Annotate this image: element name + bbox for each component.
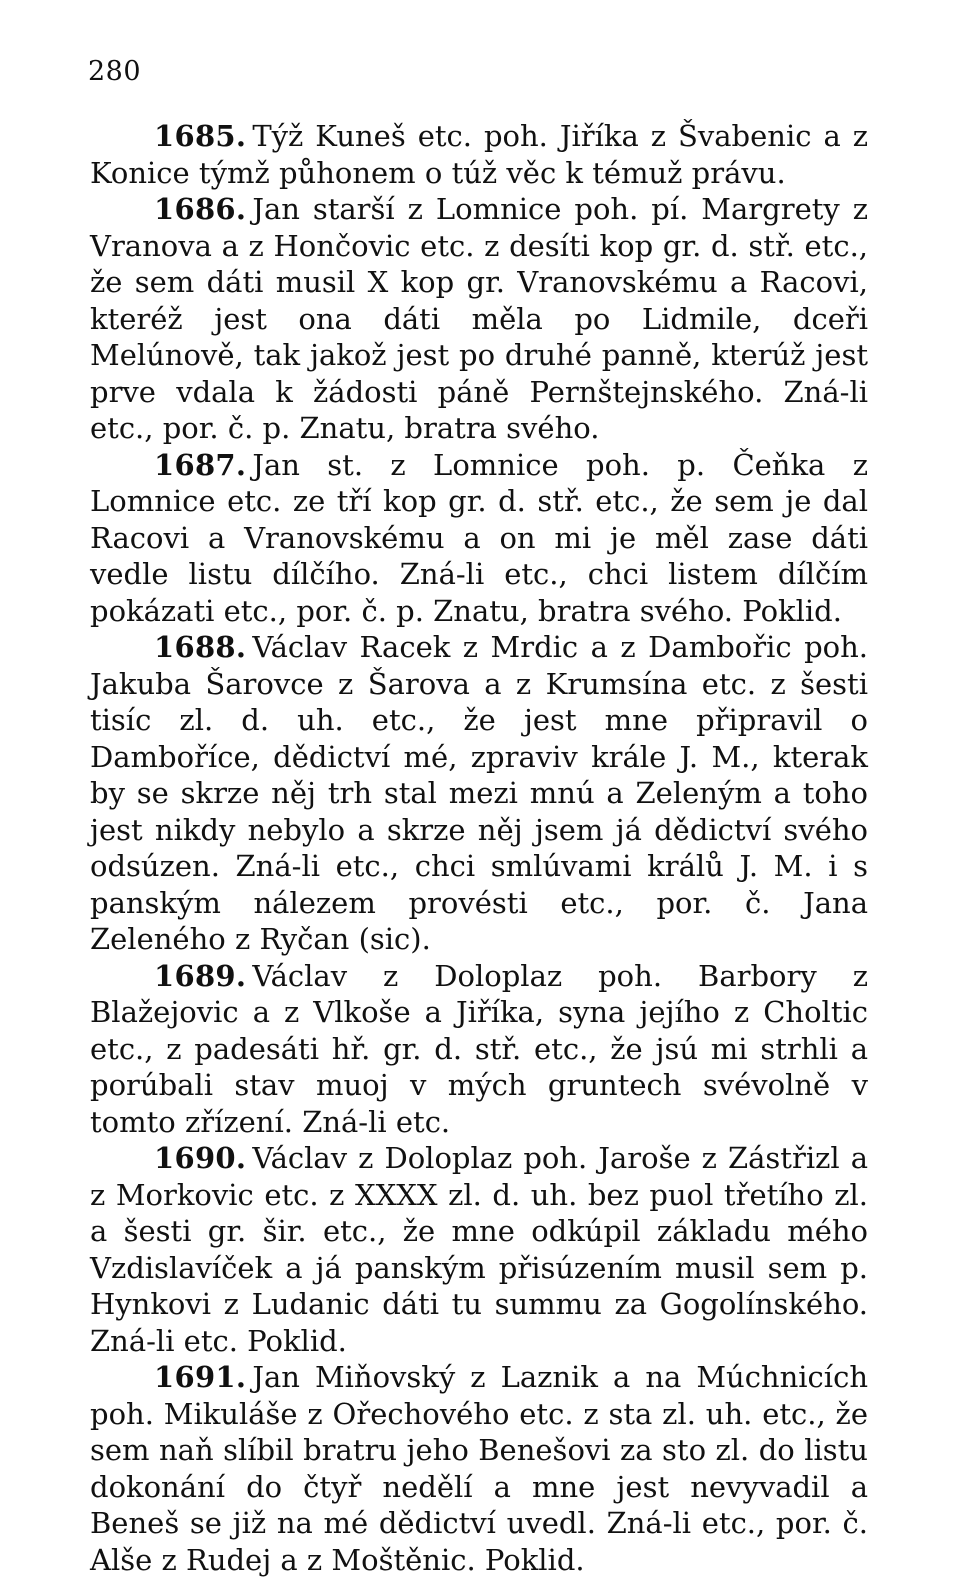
entry-number: 1691.: [154, 1360, 247, 1394]
entry-text: Václav z Doloplaz poh. Jaroše z Zástřizl a z Morkovic etc. z XXXX zl. d. uh. bez puol třetího zl. a šesti gr. šir. etc., že mne odkúpil základu mého Vzdislavíček a já panským přisúzením musil sem p. Hynkovi z Ludanic dáti tu summu za Gogolínského. Zná-li etc. Poklid.: [90, 1141, 868, 1358]
entry-number: 1689.: [154, 958, 247, 993]
entry-text: Jan Miňovský z Laznik a na Múchnicích poh. Mikuláše z Ořechového etc. z sta zl. uh. etc., že sem naň slíbil bratru jeho Benešovi za sto zl. do listu dokonání do čtyř nedělí a mne jest nevyvadil a Beneš se již na mé dědictví uvedl. Zná-li etc., por. č. Alše z Rudej a z Moštěnic. Poklid.: [90, 1360, 868, 1577]
entry-1690: [90, 1140, 868, 1359]
entry-number: 1687.: [154, 447, 247, 482]
entry-number: 1686.: [154, 192, 247, 226]
entry-1688: [90, 629, 868, 958]
entry-1685: [90, 118, 868, 191]
entry-number: 1690.: [154, 1141, 247, 1175]
entry-text: Jan starší z Lomnice poh. pí. Margrety z Vranova a z Hončovic etc. z desíti kop gr. d. stř. etc., že sem dáti musil X kop gr. Vranovskému a Racovi, kteréž jest ona dáti měla po Lidmile, dceři Melúnově, tak jakož jest po druhé panně, kterúž jest prve vdala k žádosti páně Pernštejnského. Zná-li etc., por. č. p. Znatu, bratra svého.: [90, 192, 868, 445]
entry-number: 1688.: [154, 630, 247, 664]
entry-1691: [90, 1359, 868, 1578]
entry-text: Týž Kuneš etc. poh. Jiříka z Švabenic a z Konice týmž půhonem o túž věc k témuž právu.: [90, 119, 868, 190]
entry-1687: [90, 447, 868, 630]
entry-text: Václav Racek z Mrdic a z Dambořic poh. Jakuba Šarovce z Šarova a z Krumsína etc. z šesti tisíc zl. d. uh. etc., že jest mne připravil o Damboříce, dědictví mé, zpraviv krále J. M., kterak by se skrze něj trh stal mezi mnú a Zeleným a toho jest nikdy nebylo a skrze něj jsem já dědictví svého odsúzen. Zná-li etc., chci smlúvami králů J. M. i s panským nálezem provésti etc., por. č. Jana Zeleného z Ryčan (sic).: [90, 630, 868, 956]
entry-1689: [90, 958, 868, 1141]
page-number: 280: [88, 56, 142, 87]
entry-text: Jan st. z Lomnice poh. p. Čeňka z Lomnice etc. ze tří kop gr. d. stř. etc., že sem je dal Racovi a Vranovskému a on mi je měl zase dáti vedle listu dílčího. Zná-li etc., chci listem dílčím pokázati etc., por. č. p. Znatu, bratra svého. Poklid.: [90, 447, 868, 628]
page-body: [90, 118, 868, 1578]
entry-1686: [90, 191, 868, 447]
entry-number: 1685.: [154, 119, 247, 153]
entry-text: Václav z Doloplaz poh. Barbory z Blažejovic a z Vlkoše a Jiříka, syna jejího z Choltic etc., z padesáti hř. gr. d. stř. etc., že jsú mi strhli a porúbali stav muoj v mých gruntech svévolně v tomto zřízení. Zná-li etc.: [90, 958, 868, 1139]
